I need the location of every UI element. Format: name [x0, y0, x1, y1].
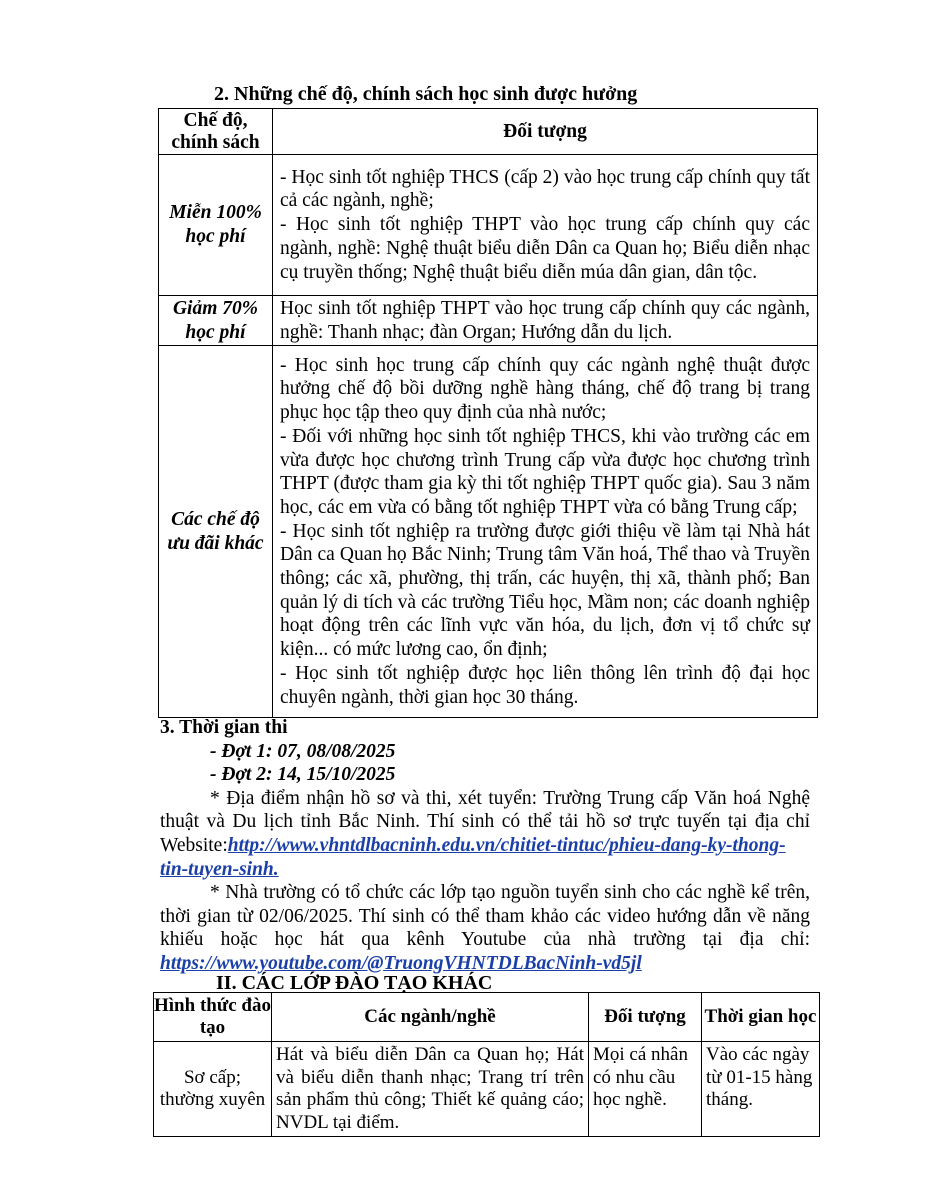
policy-description	[273, 346, 818, 718]
table-row	[159, 296, 818, 346]
registration-form-link[interactable]: http://www.vhntdlbacninh.edu.vn/chitiet-tintuc/phieu-dang-ky-thong-tin-tuyen-sinh.	[160, 834, 786, 880]
exam-round-2: - Đợt 2: 14, 15/10/2025	[210, 764, 396, 786]
policy-item: - Học sinh tốt nghiệp THPT vào học trung cấp chính quy các ngành, nghề: Nghệ thuật biểu diễn Dân ca Quan họ; Biểu diễn nhạc cụ truyền thống; Nghệ thuật biểu diễn múa dân gian, dân tộc.	[280, 214, 810, 283]
policy-item: - Đối với những học sinh tốt nghiệp THCS, khi vào trường các em vừa được học chương trình Trung cấp vừa được học chương trình THPT (được tham gia kỳ thi tốt nghiệp THPT quốc gia). Sau 3 năm học, các em vừa có bằng tốt nghiệp THPT vừa có bằng Trung cấp;	[280, 425, 810, 518]
policy-item: - Học sinh học trung cấp chính quy các ngành nghệ thuật được hưởng chế độ bồi dưỡng nghề hàng tháng, chế độ trang bị trang phục học tập theo quy định của nhà nước;	[280, 354, 810, 424]
training-form: Sơ cấp; thường xuyên	[154, 1042, 272, 1137]
policy-item: Học sinh tốt nghiệp THPT vào học trung cấp chính quy các ngành, nghề: Thanh nhạc; đàn Organ; Hướng dẫn du lịch.	[280, 297, 810, 343]
policy-item: - Học sinh tốt nghiệp được học liên thông lên trình độ đại học chuyên ngành, thời gian học 30 tháng.	[280, 662, 810, 708]
application-location-paragraph	[160, 787, 810, 881]
prep-classes-paragraph	[160, 881, 810, 975]
section-3-heading: 3. Thời gian thi	[160, 717, 288, 738]
section-2-heading: 2. Những chế độ, chính sách học sinh được hưởng	[214, 83, 638, 105]
training-table-header-majors: Các ngành/nghề	[272, 993, 589, 1042]
policy-criterion: Miễn 100% học phí	[159, 155, 273, 296]
training-table-header-time: Thời gian học	[702, 993, 820, 1042]
table-row	[159, 155, 818, 296]
youtube-channel-link[interactable]: https://www.youtube.com/@TruongVHNTDLBacNinh-vd5jl	[160, 952, 642, 974]
policy-table-header-target: Đối tượng	[273, 109, 818, 155]
policy-criterion: Giảm 70% học phí	[159, 296, 273, 346]
section-II-heading: II. CÁC LỚP ĐÀO TẠO KHÁC	[216, 972, 493, 994]
policy-table	[158, 108, 818, 718]
policy-description	[273, 296, 818, 346]
table-row	[159, 346, 818, 718]
training-table-header-target: Đối tượng	[589, 993, 702, 1042]
exam-schedule-section	[160, 716, 810, 976]
exam-round-1: - Đợt 1: 07, 08/08/2025	[210, 740, 396, 762]
table-row	[154, 1042, 820, 1137]
policy-item: - Học sinh tốt nghiệp THCS (cấp 2) vào học trung cấp chính quy tất cả các ngành, nghề;	[280, 166, 810, 212]
policy-criterion: Các chế độ ưu đãi khác	[159, 346, 273, 718]
policy-description	[273, 155, 818, 296]
training-table-header-form: Hình thức đào tạo	[154, 993, 272, 1042]
policy-item: - Học sinh tốt nghiệp ra trường được giới thiệu về làm tại Nhà hát Dân ca Quan họ Bắc Ninh; Trung tâm Văn hoá, Thể thao và Truyền thông; các xã, phường, thị trấn, các huyện, thị xã, thành phố; Ban quản lý di tích và các trường Tiểu học, Mầm non; các doanh nghiệp hoạt động trên các lĩnh vực văn hóa, du lịch, đơn vị tổ chức sự kiện... có mức lương cao, ổn định;	[280, 520, 810, 661]
training-majors: Hát và biểu diễn Dân ca Quan họ; Hát và biểu diễn thanh nhạc; Trang trí trên sản phẩm thủ công; Thiết kế quảng cáo; NVDL tại điểm.	[272, 1042, 589, 1137]
policy-table-header-policy: Chế độ, chính sách	[159, 109, 273, 155]
other-training-table	[153, 992, 820, 1137]
training-time: Vào các ngày từ 01-15 hàng tháng.	[702, 1042, 820, 1137]
training-target: Mọi cá nhân có nhu cầu học nghề.	[589, 1042, 702, 1137]
prep-classes-text: * Nhà trường có tổ chức các lớp tạo nguồn tuyển sinh cho các nghề kể trên, thời gian từ 02/06/2025. Thí sinh có thể tham khảo các video hướng dẫn về năng khiếu hoặc học hát qua kênh Youtube của nhà trường tại địa chỉ:	[160, 882, 810, 951]
application-location-text: * Địa điểm nhận hồ sơ và thi, xét tuyển: Trường Trung cấp Văn hoá Nghệ thuật và Du lịch tỉnh Bắc Ninh. Thí sinh có thể tải hồ sơ trực tuyến tại địa chỉ Website:	[160, 787, 810, 856]
